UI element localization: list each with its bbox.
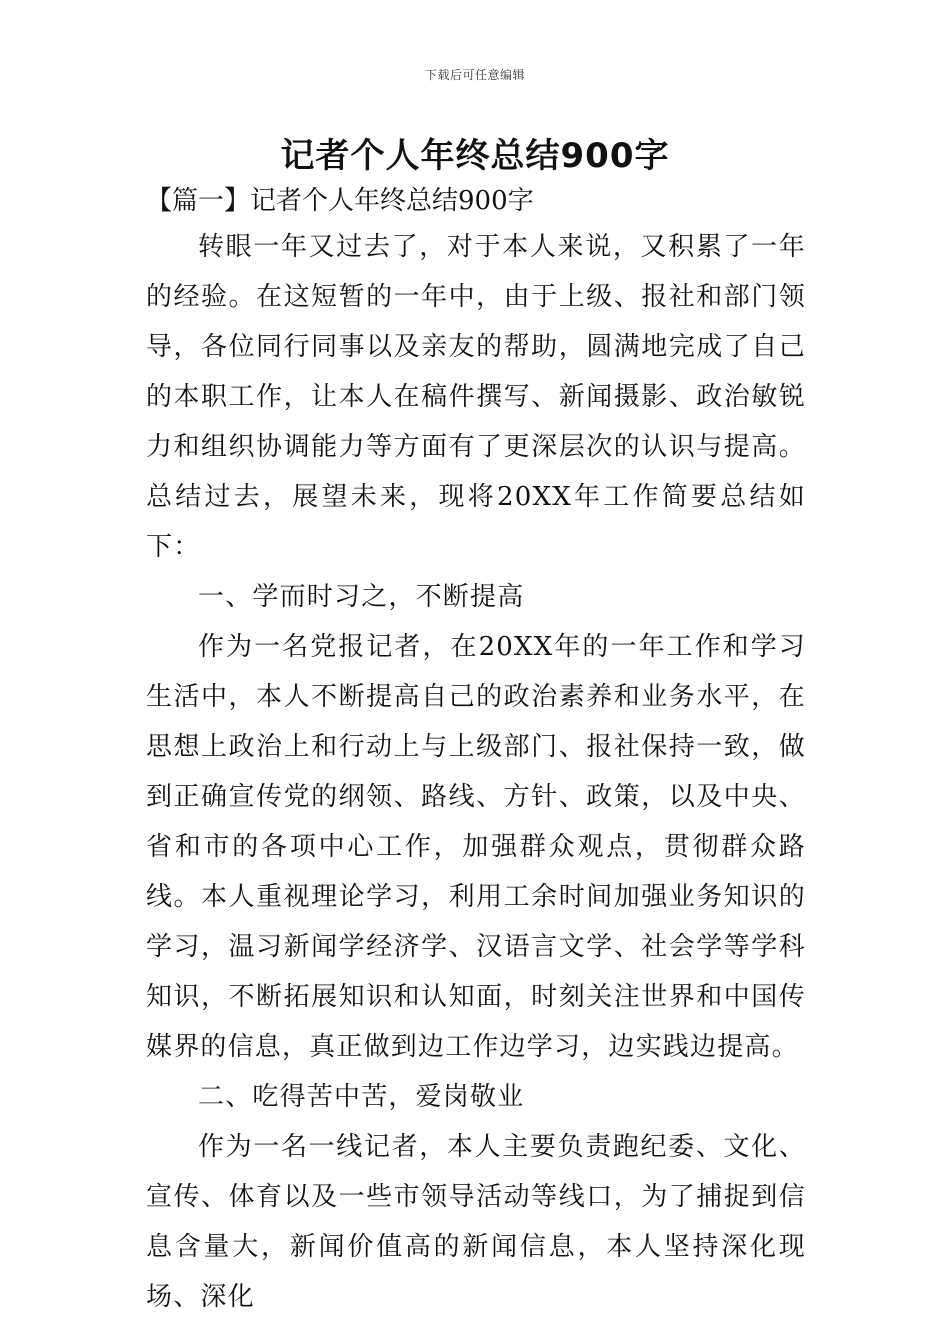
paragraph-1: 作为一名党报记者，在20XX年的一年工作和学习生活中，本人不断提高自己的政治素养和业务水平，在思想上政治上和行动上与上级部门、报社保持一致，做到正确宣传党的纲领、路线、方针、政策，以及中央、省和市的各项中心工作，加强群众观点，贯彻群众路线。本人重视理论学习，利用工余时间加强业务知识的学习，温习新闻学经济学、汉语言文学、社会学等学科知识，不断拓展知识和认知面，时刻关注世界和中国传媒界的信息，真正做到边工作边学习，边实践边提高。 [146, 632, 806, 1062]
subheading-2: 二、吃得苦中苦，爱岗敬业 [198, 1082, 525, 1112]
subheading-1: 一、学而时习之，不断提高 [198, 582, 525, 612]
paragraph-intro: 转眼一年又过去了，对于本人来说，又积累了一年的经验。在这短暂的一年中，由于上级、报社和部门领导，各位同行同事以及亲友的帮助，圆满地完成了自己的本职工作，让本人在稿件撰写、新闻摄影、政治敏锐力和组织协调能力等方面有了更深层次的认识与提高。总结过去，展望未来，现将20XX年工作简要总结如下： [146, 232, 806, 562]
document-title: 记者个人年终总结900字 [280, 136, 670, 176]
header-note: 下载后可任意编辑 [424, 68, 525, 82]
section-heading: 【篇一】记者个人年终总结900字 [146, 186, 534, 216]
body-text [146, 222, 806, 1322]
paragraph-2: 作为一名一线记者，本人主要负责跑纪委、文化、宣传、体育以及一些市领导活动等线口，为了捕捉到信息含量大，新闻价值高的新闻信息，本人坚持深化现场、深化 [146, 1132, 806, 1312]
